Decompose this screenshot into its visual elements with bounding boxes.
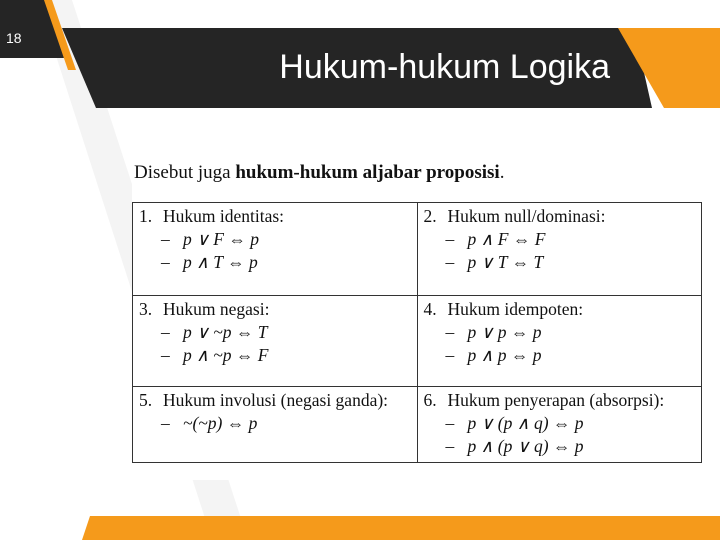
law-name: Hukum penyerapan (absorpsi): bbox=[447, 390, 665, 410]
law-expression: p ∨ ~p ⇔ T bbox=[183, 322, 268, 342]
law-expression: p ∨ F ⇔ p bbox=[183, 229, 259, 249]
law-cell bbox=[417, 203, 702, 296]
law-item: – p ∨ T ⇔ T bbox=[445, 252, 544, 272]
law-number: 6. bbox=[423, 390, 437, 410]
law-item: – p ∨ ~p ⇔ T bbox=[161, 322, 268, 342]
law-cell bbox=[417, 387, 702, 463]
law-item: – p ∧ T ⇔ p bbox=[161, 252, 258, 272]
law-expression: p ∧ T ⇔ p bbox=[183, 252, 258, 272]
law-name: Hukum idempoten: bbox=[447, 299, 584, 319]
law-cell bbox=[133, 203, 418, 296]
law-expression: p ∧ F ⇔ F bbox=[467, 229, 546, 249]
law-expression: p ∧ p ⇔ p bbox=[467, 345, 542, 365]
law-expression: p ∧ ~p ⇔ F bbox=[183, 345, 269, 365]
law-expression: p ∨ p ⇔ p bbox=[467, 322, 542, 342]
law-title bbox=[424, 389, 696, 412]
law-item: – p ∧ F ⇔ F bbox=[445, 229, 546, 249]
table-row bbox=[133, 203, 702, 296]
law-title bbox=[424, 205, 696, 228]
law-number: 4. bbox=[423, 299, 437, 319]
intro-bold: hukum-hukum aljabar proposisi bbox=[235, 162, 500, 183]
law-item: – p ∧ p ⇔ p bbox=[445, 345, 542, 365]
law-cell bbox=[133, 387, 418, 463]
intro-text bbox=[134, 162, 704, 184]
intro-suffix: . bbox=[499, 162, 505, 183]
law-expression: ~(~p) ⇔ p bbox=[183, 413, 258, 433]
table-row bbox=[133, 296, 702, 387]
intro-prefix: Disebut juga bbox=[134, 162, 236, 183]
law-name: Hukum involusi (negasi ganda): bbox=[163, 390, 389, 410]
law-number: 1. bbox=[139, 206, 153, 226]
law-item: – ~(~p) ⇔ p bbox=[161, 413, 258, 433]
content-image-area bbox=[132, 160, 704, 480]
law-title bbox=[424, 298, 696, 321]
law-expression: p ∧ (p ∨ q) ⇔ p bbox=[467, 436, 584, 456]
law-cell bbox=[417, 296, 702, 387]
law-title bbox=[139, 298, 411, 321]
law-item: – p ∨ p ⇔ p bbox=[445, 322, 542, 342]
law-cell bbox=[133, 296, 418, 387]
law-name: Hukum negasi: bbox=[163, 299, 270, 319]
laws-table bbox=[132, 202, 702, 463]
law-item: – p ∨ (p ∧ q) ⇔ p bbox=[445, 413, 584, 433]
law-number: 3. bbox=[139, 299, 153, 319]
law-expression: p ∨ (p ∧ q) ⇔ p bbox=[467, 413, 584, 433]
law-expression: p ∨ T ⇔ T bbox=[467, 252, 544, 272]
law-number: 5. bbox=[139, 390, 153, 410]
law-item: – p ∨ F ⇔ p bbox=[161, 229, 259, 249]
law-name: Hukum identitas: bbox=[163, 206, 285, 226]
law-number: 2. bbox=[423, 206, 437, 226]
law-title bbox=[139, 205, 411, 228]
law-item: – p ∧ ~p ⇔ F bbox=[161, 345, 269, 365]
law-title bbox=[139, 389, 411, 412]
law-item: – p ∧ (p ∨ q) ⇔ p bbox=[445, 436, 584, 456]
bottom-orange-bar bbox=[82, 516, 720, 540]
slide-number: 18 bbox=[6, 30, 22, 46]
table-row bbox=[133, 387, 702, 463]
slide-title: Hukum-hukum Logika bbox=[279, 48, 610, 86]
law-name: Hukum null/dominasi: bbox=[447, 206, 606, 226]
